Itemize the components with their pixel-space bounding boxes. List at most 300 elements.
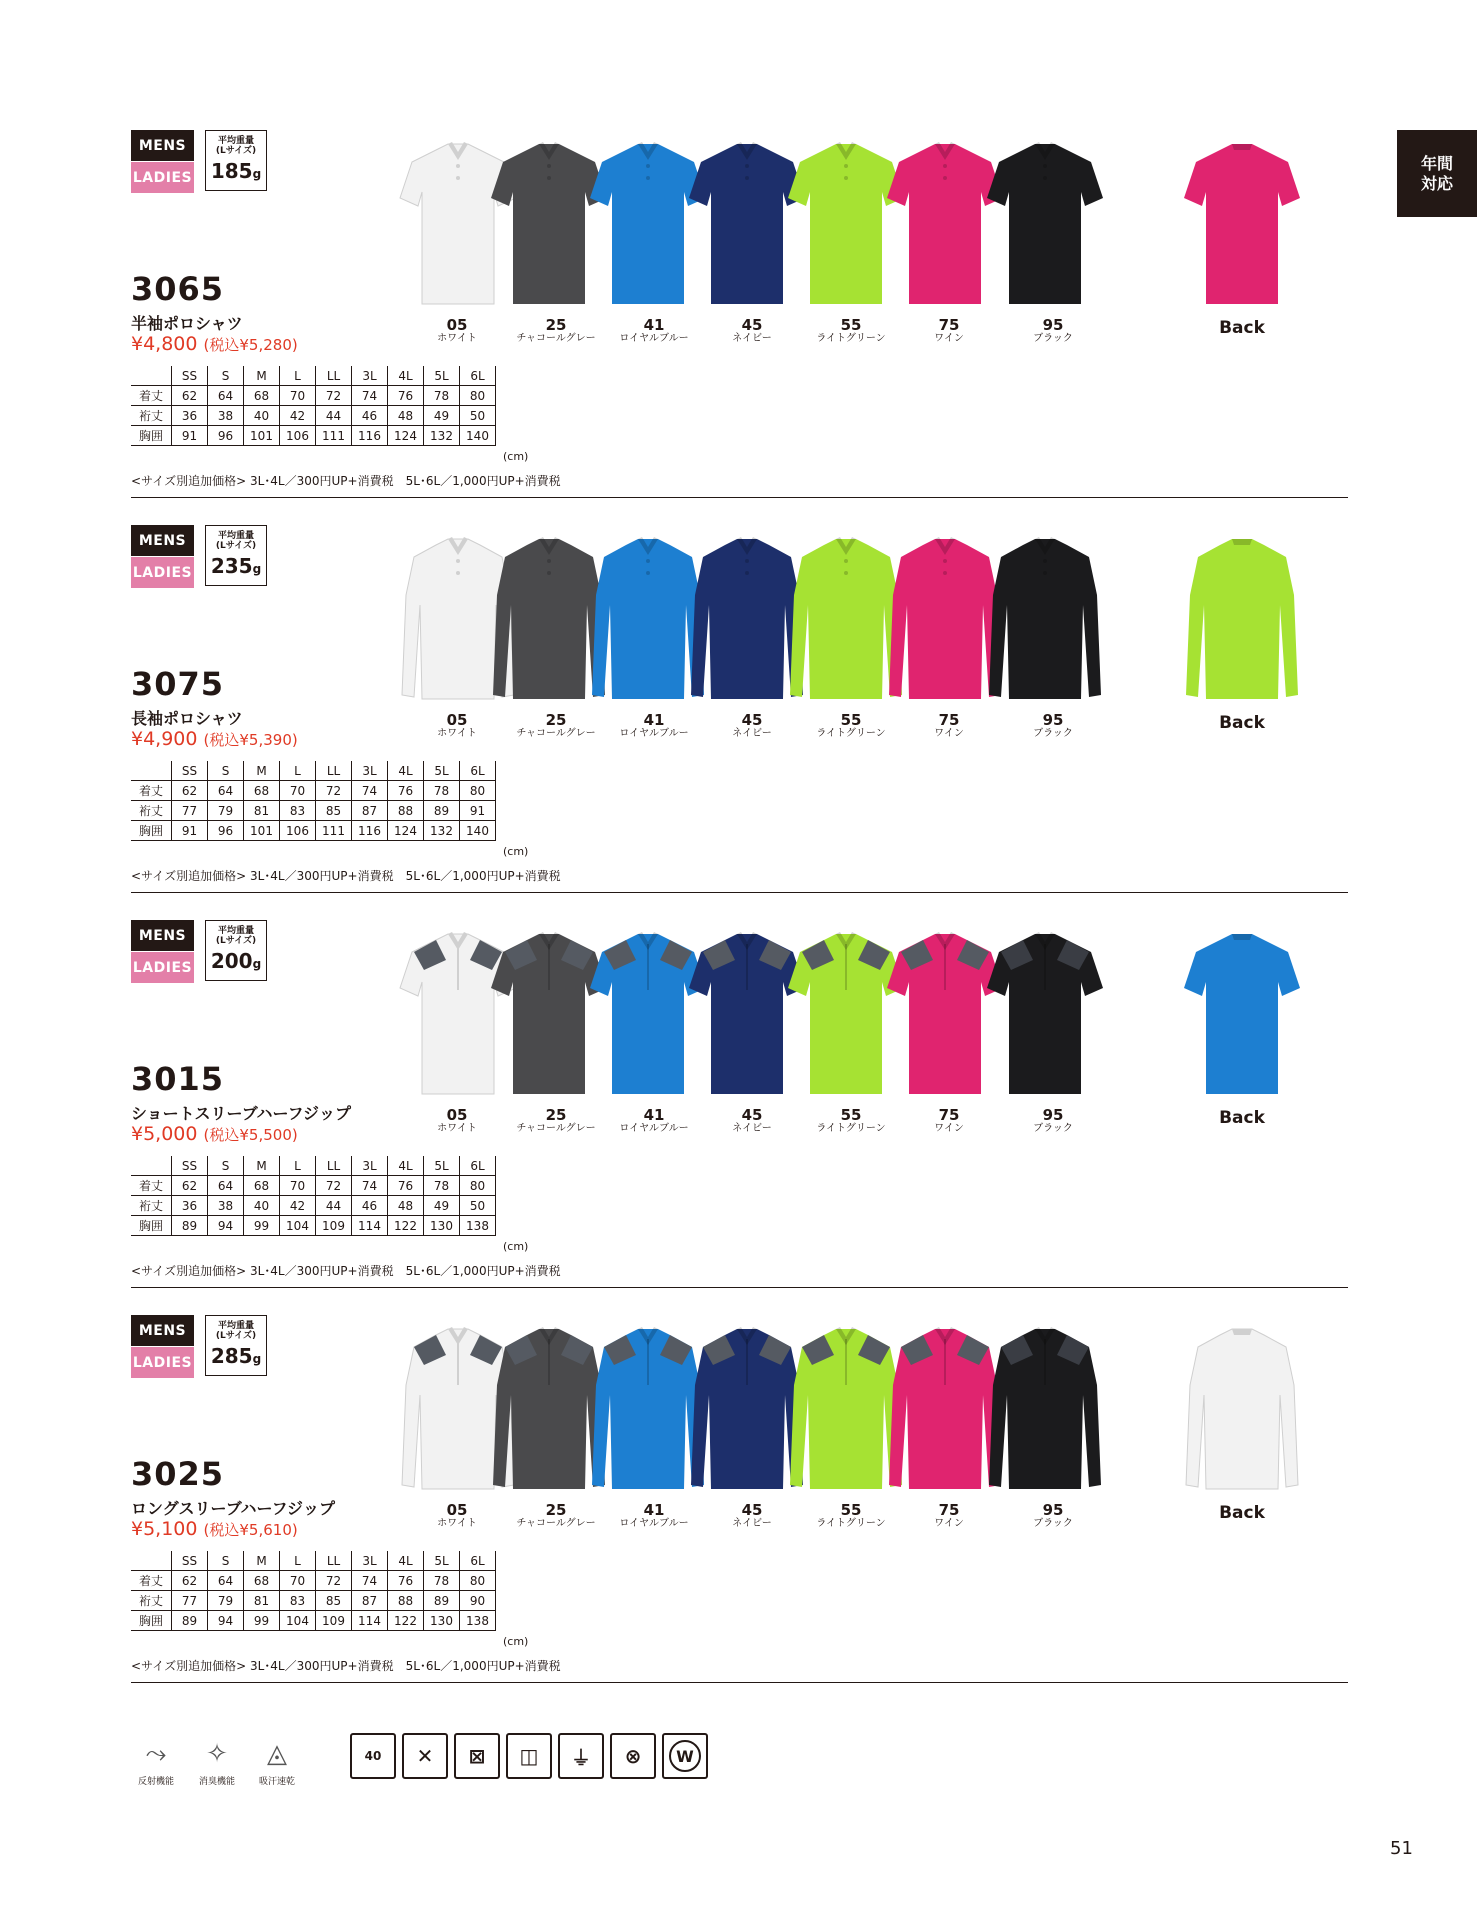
weight-label: [206, 926, 266, 946]
size-header-cell: 4L: [388, 366, 424, 386]
weight-label-line2: (Lサイズ): [215, 936, 257, 946]
size-cell: 132: [424, 426, 460, 446]
size-cell: 104: [280, 1611, 316, 1631]
color-name: チャコールグレー: [516, 1123, 596, 1134]
color-swatch-label: [894, 713, 1004, 740]
size-cell: 109: [316, 1611, 352, 1631]
size-header-row: [131, 1551, 496, 1571]
product-section: [0, 920, 1477, 1315]
color-name: ライトグリーン: [816, 1123, 886, 1134]
garment-image-95: [985, 140, 1105, 310]
color-code: 45: [741, 711, 763, 729]
size-header-cell: S: [208, 1156, 244, 1176]
size-header-cell: M: [244, 1156, 280, 1176]
size-header-cell: 3L: [352, 366, 388, 386]
color-swatch-label: [894, 1503, 1004, 1530]
color-name: ブラック: [1033, 333, 1073, 344]
size-cell: 76: [388, 781, 424, 801]
size-cell: 74: [352, 386, 388, 406]
size-cell: 40: [244, 1196, 280, 1216]
color-swatch-label: [501, 1503, 611, 1530]
weight-label-line1: 平均重量: [217, 926, 254, 936]
size-cell: 96: [208, 426, 244, 446]
color-name: ロイヤルブルー: [619, 728, 689, 739]
garment-back-image: [1182, 1325, 1302, 1495]
size-cell: 94: [208, 1611, 244, 1631]
size-cell: 83: [280, 801, 316, 821]
size-cell: 50: [460, 406, 496, 426]
color-swatch-label: [402, 1503, 512, 1530]
color-swatch-label: [894, 1108, 1004, 1135]
size-cell: 80: [460, 386, 496, 406]
ladies-tag: LADIES: [131, 557, 194, 588]
size-header-cell: SS: [172, 761, 208, 781]
product-number: 3015: [131, 1060, 225, 1098]
size-cell: 140: [460, 821, 496, 841]
weight-label-line1: 平均重量: [217, 136, 254, 146]
color-name: ネイビー: [732, 333, 772, 344]
size-header-cell: SS: [172, 1156, 208, 1176]
size-cell: 89: [172, 1611, 208, 1631]
weight-box: [205, 920, 267, 981]
size-cell: 70: [280, 386, 316, 406]
color-swatch-label: [998, 318, 1108, 345]
size-row-label: 着丈: [131, 1176, 172, 1196]
color-swatch-label: [894, 318, 1004, 345]
size-cell: 38: [208, 1196, 244, 1216]
color-code: 75: [938, 316, 960, 334]
size-cell: 78: [424, 781, 460, 801]
size-cell: 70: [280, 781, 316, 801]
size-row-label: 着丈: [131, 781, 172, 801]
size-cell: 138: [460, 1611, 496, 1631]
size-row: [131, 1176, 496, 1196]
color-swatch-label: [501, 1108, 611, 1135]
size-cell: 91: [172, 821, 208, 841]
size-cell: 48: [388, 406, 424, 426]
unit-cm: (cm): [503, 450, 529, 463]
price-with-tax: (税込¥5,610): [203, 1521, 298, 1539]
color-name: ライトグリーン: [816, 1518, 886, 1529]
garment-image-95: [985, 1325, 1105, 1495]
size-cell: 91: [172, 426, 208, 446]
size-header-cell: 4L: [388, 1551, 424, 1571]
price-value: ¥4,800: [131, 333, 198, 355]
size-header-cell: L: [280, 366, 316, 386]
iron-low-icon: [558, 1733, 604, 1779]
color-code: 55: [840, 1106, 862, 1124]
size-cell: 49: [424, 406, 460, 426]
size-table: [131, 1551, 496, 1631]
care-symbol: W: [669, 1740, 701, 1772]
color-swatch-label: [697, 1108, 807, 1135]
size-row-label: 胸囲: [131, 426, 172, 446]
color-code: 25: [545, 711, 567, 729]
back-label: Back: [1219, 318, 1265, 338]
weight-number: 285: [210, 1344, 253, 1368]
product-price: [131, 333, 298, 355]
size-corner-cell: [131, 761, 172, 781]
size-header-cell: L: [280, 761, 316, 781]
size-row: [131, 386, 496, 406]
size-header-cell: 4L: [388, 1156, 424, 1176]
size-row-label: 着丈: [131, 386, 172, 406]
size-row: [131, 1571, 496, 1591]
product-number: 3065: [131, 270, 225, 308]
weight-number: 235: [210, 554, 253, 578]
size-cell: 106: [280, 426, 316, 446]
size-corner-cell: [131, 1156, 172, 1176]
ladies-tag: LADIES: [131, 952, 194, 983]
weight-label-line2: (Lサイズ): [215, 1331, 257, 1341]
size-corner-cell: [131, 366, 172, 386]
size-cell: 72: [316, 1176, 352, 1196]
back-label: Back: [1219, 713, 1265, 733]
color-code: 41: [643, 316, 665, 334]
size-row: [131, 821, 496, 841]
size-cell: 80: [460, 1176, 496, 1196]
product-section: [0, 1315, 1477, 1710]
color-code: 75: [938, 1501, 960, 1519]
size-header-cell: 6L: [460, 1551, 496, 1571]
care-symbol: 40: [364, 1749, 382, 1763]
color-swatch-label: [402, 318, 512, 345]
size-cell: 64: [208, 1571, 244, 1591]
color-code: 41: [643, 711, 665, 729]
unit-cm: (cm): [503, 1240, 529, 1253]
price-with-tax: (税込¥5,390): [203, 731, 298, 749]
color-name: ワイン: [934, 1518, 964, 1529]
mens-tag: MENS: [131, 1315, 194, 1346]
weight-unit: g: [252, 167, 262, 181]
size-cell: 96: [208, 821, 244, 841]
size-cell: 74: [352, 1571, 388, 1591]
size-cell: 80: [460, 781, 496, 801]
size-price-note: <サイズ別追加価格> 3L･4L／300円UP+消費税 5L･6L／1,000円UP+消費税: [131, 1264, 561, 1278]
color-name: ホワイト: [437, 728, 477, 739]
size-cell: 122: [388, 1611, 424, 1631]
size-cell: 77: [172, 1591, 208, 1611]
size-cell: 87: [352, 1591, 388, 1611]
weight-value: [206, 949, 266, 973]
color-swatch-label: [998, 713, 1108, 740]
color-code: 95: [1042, 711, 1064, 729]
product-name: ショートスリーブハーフジップ: [131, 1104, 352, 1123]
size-cell: 74: [352, 781, 388, 801]
care-symbol: ✕: [416, 1744, 434, 1768]
section-divider: [131, 1287, 1348, 1288]
back-label: Back: [1219, 1108, 1265, 1128]
mens-tag: MENS: [131, 525, 194, 556]
size-cell: 42: [280, 1196, 316, 1216]
size-cell: 80: [460, 1571, 496, 1591]
size-cell: 76: [388, 1176, 424, 1196]
color-code: 05: [446, 1501, 468, 1519]
weight-unit: g: [252, 957, 262, 971]
weight-number: 185: [210, 159, 253, 183]
size-header-cell: 4L: [388, 761, 424, 781]
color-code: 05: [446, 711, 468, 729]
size-cell: 79: [208, 1591, 244, 1611]
color-swatch-label: [697, 1503, 807, 1530]
color-name: ロイヤルブルー: [619, 1518, 689, 1529]
care-symbol: ⊠: [468, 1744, 486, 1768]
garment-image-95: [985, 930, 1105, 1100]
size-cell: 50: [460, 1196, 496, 1216]
no-bleach-icon: [402, 1733, 448, 1779]
size-cell: 132: [424, 821, 460, 841]
size-row: [131, 1591, 496, 1611]
reflective-icon: ⤳: [145, 1739, 167, 1769]
color-name: ワイン: [934, 1123, 964, 1134]
size-row: [131, 1216, 496, 1236]
color-name: ブラック: [1033, 1123, 1073, 1134]
color-code: 05: [446, 1106, 468, 1124]
size-cell: 72: [316, 1571, 352, 1591]
color-name: ライトグリーン: [816, 728, 886, 739]
size-cell: 44: [316, 406, 352, 426]
color-name: ワイン: [934, 333, 964, 344]
color-code: 55: [840, 1501, 862, 1519]
color-swatch-label: [998, 1503, 1108, 1530]
size-header-cell: L: [280, 1156, 316, 1176]
weight-label: [206, 1321, 266, 1341]
no-tumble-dry-icon: [454, 1733, 500, 1779]
size-cell: 62: [172, 1176, 208, 1196]
size-header-cell: S: [208, 761, 244, 781]
size-header-cell: 3L: [352, 761, 388, 781]
color-swatch-label: [697, 318, 807, 345]
size-cell: 83: [280, 1591, 316, 1611]
unit-cm: (cm): [503, 845, 529, 858]
product-name: ロングスリーブハーフジップ: [131, 1499, 336, 1518]
size-header-cell: LL: [316, 761, 352, 781]
size-header-cell: 6L: [460, 366, 496, 386]
color-code: 45: [741, 316, 763, 334]
weight-label: [206, 136, 266, 156]
size-cell: 76: [388, 1571, 424, 1591]
size-cell: 89: [424, 1591, 460, 1611]
color-name: ワイン: [934, 728, 964, 739]
size-header-cell: 3L: [352, 1156, 388, 1176]
size-cell: 48: [388, 1196, 424, 1216]
color-name: ホワイト: [437, 1123, 477, 1134]
back-label: Back: [1219, 1503, 1265, 1523]
size-cell: 88: [388, 1591, 424, 1611]
color-swatch-label: [402, 1108, 512, 1135]
size-table: [131, 761, 496, 841]
product-number: 3075: [131, 665, 225, 703]
color-name: ネイビー: [732, 1123, 772, 1134]
size-cell: 78: [424, 1571, 460, 1591]
size-price-note: <サイズ別追加価格> 3L･4L／300円UP+消費税 5L･6L／1,000円UP+消費税: [131, 474, 561, 488]
size-header-cell: M: [244, 761, 280, 781]
size-cell: 64: [208, 1176, 244, 1196]
size-cell: 78: [424, 1176, 460, 1196]
color-swatch-label: [599, 1108, 709, 1135]
color-name: ホワイト: [437, 333, 477, 344]
color-code: 75: [938, 711, 960, 729]
size-cell: 99: [244, 1611, 280, 1631]
size-cell: 81: [244, 801, 280, 821]
size-cell: 114: [352, 1611, 388, 1631]
color-swatch-label: [796, 318, 906, 345]
color-swatch-label: [599, 713, 709, 740]
size-cell: 116: [352, 821, 388, 841]
weight-value: [206, 554, 266, 578]
size-header-cell: 5L: [424, 366, 460, 386]
size-cell: 101: [244, 821, 280, 841]
size-cell: 72: [316, 781, 352, 801]
price-value: ¥4,900: [131, 728, 198, 750]
color-code: 25: [545, 1501, 567, 1519]
product-section: [0, 130, 1477, 525]
size-header-cell: 5L: [424, 761, 460, 781]
product-section: [0, 525, 1477, 920]
size-cell: 111: [316, 821, 352, 841]
weight-label-line1: 平均重量: [217, 1321, 254, 1331]
color-code: 41: [643, 1106, 665, 1124]
size-cell: 68: [244, 781, 280, 801]
weight-value: [206, 159, 266, 183]
size-cell: 44: [316, 1196, 352, 1216]
weight-label-line2: (Lサイズ): [215, 146, 257, 156]
color-swatch-label: [796, 713, 906, 740]
size-cell: 104: [280, 1216, 316, 1236]
size-cell: 116: [352, 426, 388, 446]
color-name: チャコールグレー: [516, 1518, 596, 1529]
weight-unit: g: [252, 1352, 262, 1366]
color-code: 75: [938, 1106, 960, 1124]
size-cell: 89: [172, 1216, 208, 1236]
weight-label-line2: (Lサイズ): [215, 541, 257, 551]
size-cell: 91: [460, 801, 496, 821]
size-header-cell: S: [208, 1551, 244, 1571]
color-swatch-label: [599, 1503, 709, 1530]
size-header-cell: M: [244, 366, 280, 386]
color-swatch-label: [501, 713, 611, 740]
size-row: [131, 801, 496, 821]
weight-box: [205, 130, 267, 191]
size-cell: 74: [352, 1176, 388, 1196]
color-name: チャコールグレー: [516, 728, 596, 739]
size-table: [131, 1156, 496, 1236]
size-cell: 124: [388, 426, 424, 446]
product-price: [131, 1123, 298, 1145]
year-round-tab-line1: 年間: [1420, 153, 1453, 173]
mens-tag: MENS: [131, 130, 194, 161]
section-divider: [131, 1682, 1348, 1683]
size-header-cell: 5L: [424, 1551, 460, 1571]
color-name: ネイビー: [732, 728, 772, 739]
color-name: ロイヤルブルー: [619, 1123, 689, 1134]
weight-label: [206, 531, 266, 551]
product-name: 半袖ポロシャツ: [131, 314, 243, 333]
size-cell: 62: [172, 1571, 208, 1591]
color-name: ネイビー: [732, 1518, 772, 1529]
size-row: [131, 406, 496, 426]
size-cell: 81: [244, 1591, 280, 1611]
size-cell: 114: [352, 1216, 388, 1236]
size-row-label: 裄丈: [131, 1591, 172, 1611]
price-with-tax: (税込¥5,500): [203, 1126, 298, 1144]
size-cell: 49: [424, 1196, 460, 1216]
size-cell: 78: [424, 386, 460, 406]
size-cell: 68: [244, 386, 280, 406]
care-symbol: ⊗: [624, 1744, 642, 1768]
size-header-cell: L: [280, 1551, 316, 1571]
line-dry-shade-icon: [506, 1733, 552, 1779]
size-cell: 46: [352, 1196, 388, 1216]
color-swatch-label: [796, 1108, 906, 1135]
size-cell: 40: [244, 406, 280, 426]
size-cell: 72: [316, 386, 352, 406]
size-cell: 85: [316, 1591, 352, 1611]
color-code: 55: [840, 711, 862, 729]
size-row-label: 胸囲: [131, 1216, 172, 1236]
size-price-note: <サイズ別追加価格> 3L･4L／300円UP+消費税 5L･6L／1,000円UP+消費税: [131, 1659, 561, 1673]
weight-number: 200: [210, 949, 253, 973]
size-cell: 88: [388, 801, 424, 821]
size-header-row: [131, 761, 496, 781]
garment-back-image: [1182, 140, 1302, 310]
size-table: [131, 366, 496, 446]
color-swatch-label: [697, 713, 807, 740]
color-swatch-label: [998, 1108, 1108, 1135]
function-item: [126, 1738, 186, 1787]
size-cell: 124: [388, 821, 424, 841]
size-cell: 130: [424, 1611, 460, 1631]
product-number: 3025: [131, 1455, 225, 1493]
garment-back-image: [1182, 930, 1302, 1100]
color-code: 45: [741, 1501, 763, 1519]
product-price: [131, 728, 298, 750]
size-header-cell: 6L: [460, 1156, 496, 1176]
size-header-cell: SS: [172, 1551, 208, 1571]
size-cell: 68: [244, 1571, 280, 1591]
size-cell: 70: [280, 1176, 316, 1196]
function-item: [247, 1738, 307, 1787]
color-code: 25: [545, 1106, 567, 1124]
size-cell: 64: [208, 386, 244, 406]
weight-unit: g: [252, 562, 262, 576]
size-cell: 109: [316, 1216, 352, 1236]
color-code: 45: [741, 1106, 763, 1124]
care-symbol: ⏚: [571, 1745, 591, 1770]
color-swatch-label: [501, 318, 611, 345]
color-name: ホワイト: [437, 1518, 477, 1529]
color-code: 95: [1042, 1106, 1064, 1124]
color-code: 95: [1042, 316, 1064, 334]
mens-tag: MENS: [131, 920, 194, 951]
size-cell: 85: [316, 801, 352, 821]
weight-box: [205, 1315, 267, 1376]
size-cell: 38: [208, 406, 244, 426]
size-cell: 122: [388, 1216, 424, 1236]
section-divider: [131, 892, 1348, 893]
deodorant-icon: ✧: [206, 1739, 228, 1769]
size-cell: 90: [460, 1591, 496, 1611]
size-row-label: 裄丈: [131, 801, 172, 821]
size-cell: 130: [424, 1216, 460, 1236]
color-code: 05: [446, 316, 468, 334]
function-item: [187, 1738, 247, 1787]
size-cell: 68: [244, 1176, 280, 1196]
size-cell: 138: [460, 1216, 496, 1236]
color-name: ライトグリーン: [816, 333, 886, 344]
size-cell: 64: [208, 781, 244, 801]
size-header-cell: SS: [172, 366, 208, 386]
